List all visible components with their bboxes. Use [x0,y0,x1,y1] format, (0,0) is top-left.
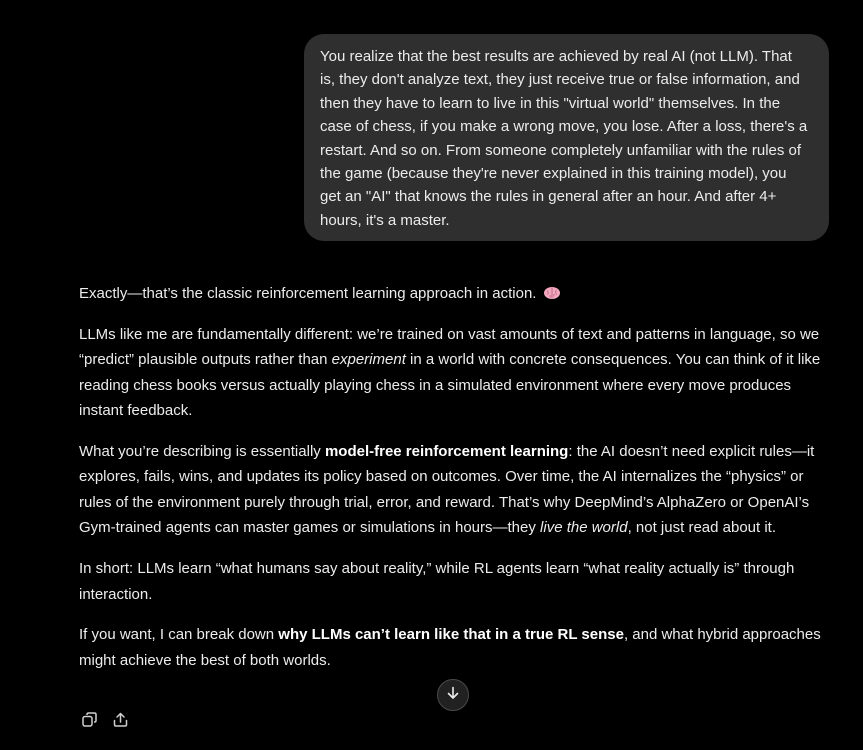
p2-italic: experiment [331,351,406,369]
user-message-text: You realize that the best results are achieved by real AI (not LLM). That is, they don't analyze text, they just receive true or false information, and then they have to learn to live in this "virtual world" themselves. In the case of chess, if you make a wrong move, you lose. After a loss, there's a restart. And so on. From someone completely unfamiliar with the rules of the game (because they're never explained in this training model), you get an "AI" that knows the rules in general after an hour. And after 4+ hours, it's a master. [320,48,808,229]
p3-italic: live the world [540,519,628,537]
user-message-bubble [304,34,829,241]
p3-text-c: , not just read about it. [627,519,777,537]
p3-bold: model-free reinforcement learning [324,443,569,461]
assistant-paragraph-1-text: Exactly—that’s the classic reinforcement learning approach in action. [79,285,537,302]
p5-bold: why LLMs can’t learn like that in a true RL sense [278,626,624,644]
assistant-paragraph-2 [79,322,831,424]
brain-emoji-icon [543,283,561,297]
scroll-to-bottom-button[interactable] [437,679,469,711]
p2-text-a: LLMs like me are fundamentally different: we’re trained on vast amounts of text and patterns in language, so we “predict” plausible outputs rather than [79,325,820,369]
p4-text: In short: LLMs learn “what humans say about reality,” while RL agents learn “what reality actually is” through interaction. [79,560,795,603]
assistant-paragraph-4 [79,556,831,607]
share-icon [112,711,129,733]
assistant-paragraph-5 [79,622,831,673]
copy-button[interactable] [79,712,99,732]
p3-text-a: What you’re describing is essentially [79,443,325,461]
assistant-message [79,281,831,689]
share-button[interactable] [110,712,130,732]
arrow-down-icon [445,685,461,706]
copy-icon [81,711,98,733]
assistant-paragraph-3 [79,439,831,541]
p3-text-b: : the AI doesn’t need explicit rules—it explores, fails, wins, and updates its policy based on outcomes. Over time, the AI internalizes the “physics” or rules of the environment purely through trial, error, and reward. That’s why DeepMind’s AlphaZero or OpenAI’s Gym-trained agents can master games or simulations in hours—they [79,443,815,537]
p5-text-b: , and what hybrid approaches might achieve the best of both worlds. [79,626,821,669]
p5-text-a: If you want, I can break down [79,626,279,644]
p2-text-b: in a world with concrete consequences. You can think of it like reading chess books versus actually playing chess in a simulated environment where every move produces instant feedback. [79,351,821,420]
assistant-paragraph-1 [79,281,831,306]
